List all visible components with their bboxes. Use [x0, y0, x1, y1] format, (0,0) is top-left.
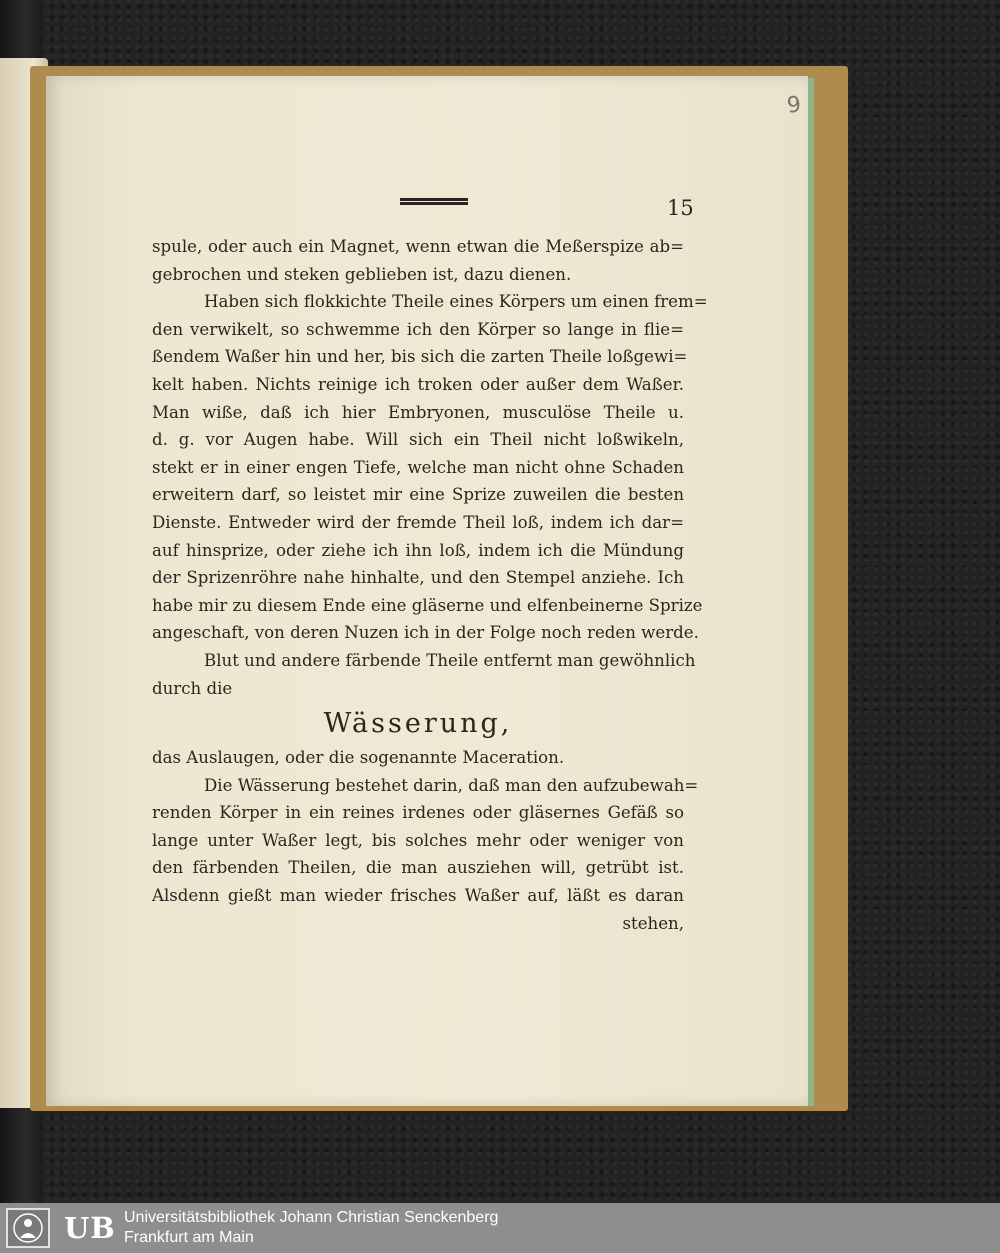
- text-line: der Sprizenröhre nahe hinhalte, und den Stempel anziehe. Ich: [152, 568, 684, 588]
- page-number: 15: [667, 196, 694, 220]
- text-line: d. g. vor Augen habe. Will sich ein Theil nicht loßwikeln,: [152, 430, 684, 450]
- text-line: habe mir zu diesem Ende eine gläserne und elfenbeinerne Sprize: [152, 595, 703, 615]
- logo-text: UB: [64, 1211, 116, 1245]
- text-line: erweitern darf, so leistet mir eine Sprize zuweilen die besten: [152, 485, 684, 505]
- seal-icon: [6, 1208, 50, 1248]
- text-line: ßendem Waßer hin und her, bis sich die zarten Theile loßgewi=: [152, 347, 688, 367]
- library-name: Universitätsbibliothek Johann Christian Senckenberg: [124, 1209, 499, 1226]
- text-line: spule, oder auch ein Magnet, wenn etwan die Meßerspize ab=: [152, 237, 684, 256]
- text-line: den färbenden Theilen, die man ausziehen will, getrübt ist.: [152, 858, 684, 878]
- text-line: auf hinsprize, oder ziehe ich ihn loß, indem ich die Mündung: [152, 540, 684, 560]
- pencil-folio-number: 9: [785, 92, 803, 119]
- library-caption: [124, 1208, 498, 1248]
- text-line: renden Körper in ein reines irdenes oder gläsernes Gefäß so: [152, 803, 684, 823]
- library-logo[interactable]: [6, 1208, 116, 1248]
- text-line: durch die: [152, 678, 233, 698]
- catchword: stehen,: [622, 913, 684, 933]
- text-line: Blut und andere färbende Theile entfernt man gewöhnlich: [204, 650, 696, 670]
- library-footer: [0, 1203, 1000, 1253]
- text-line: angeschaft, von deren Nuzen ich in der Folge noch reden werde.: [152, 623, 699, 643]
- text-line: Dienste. Entweder wird der fremde Theil loß, indem ich dar=: [152, 512, 684, 532]
- text-line: Die Wässerung bestehet darin, daß man den aufzubewah=: [204, 775, 699, 795]
- text-line: Man wiße, daß ich hier Embryonen, musculöse Theile u.: [152, 402, 684, 422]
- text-line: gebrochen und steken geblieben ist, dazu dienen.: [152, 264, 572, 284]
- heading-subline: das Auslaugen, oder die sogenannte Maceration.: [152, 748, 565, 768]
- text-line: lange unter Waßer legt, bis solches mehr oder weniger von: [152, 830, 684, 850]
- text-line: kelt haben. Nichts reinige ich troken oder außer dem Waßer.: [152, 374, 684, 394]
- section-heading: Wässerung,: [323, 708, 513, 740]
- page-text: [152, 233, 708, 937]
- text-line: Haben sich flokkichte Theile eines Körpers um einen frem=: [204, 292, 708, 312]
- text-line: stekt er in einer engen Tiefe, welche man nicht ohne Schaden: [152, 457, 684, 477]
- text-line: Alsdenn gießt man wieder frisches Waßer auf, läßt es daran: [152, 886, 684, 906]
- header-rule: [400, 198, 468, 205]
- text-line: den verwikelt, so schwemme ich den Körper so lange in flie=: [152, 319, 684, 339]
- library-city: Frankfurt am Main: [124, 1229, 254, 1246]
